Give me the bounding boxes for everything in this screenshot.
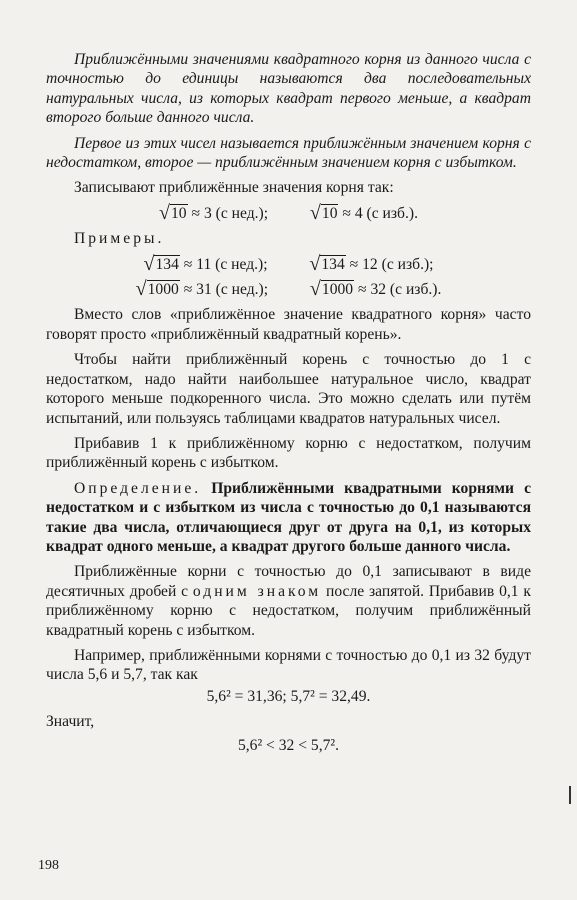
formula-value: ≈ 11 (с нед.); xyxy=(183,255,268,273)
sqrt-expression: √1000 xyxy=(309,278,354,301)
sqrt-expression: √1000 xyxy=(135,278,179,301)
paragraph-definition-integer: Приближёнными значениями квадратного корня из данного числа с точностью до единицы называются два последовательных натуральных числа, из которых квадрат первого меньше, а квадрат второго больше данного числа. xyxy=(46,51,531,127)
page-number: 198 xyxy=(38,858,59,873)
paragraph-add-one: Прибавив 1 к приближённому корню с недостатком, получим приближённый корень с избытком. xyxy=(46,434,531,472)
therefore-label: Значит, xyxy=(46,713,95,731)
definition-text: Приближёнными квадратными корнями с недостатком и с избытком из числа с точностью до 0,1 называются такие два числа, отличающиеся друг от друга на 0,1, из которых квадрат одного меньше, а квадрат другого больше данного числа. xyxy=(46,479,531,555)
paragraph-example: Например, приближёнными корнями с точностью до 0,1 из 32 будут числа 5,6 и 5,7, так как xyxy=(46,646,531,684)
sqrt-expression: √134 xyxy=(143,252,179,275)
formula-inequality: 5,6² < 32 < 5,7². xyxy=(237,736,339,754)
paragraph-notation: Записывают приближённые значения корня так: xyxy=(74,179,394,197)
examples-heading: Примеры. xyxy=(74,230,165,248)
formula-squares: 5,6² = 31,36; 5,7² = 32,49. xyxy=(206,687,371,705)
formula-value: ≈ 31 (с нед.); xyxy=(183,281,269,299)
formula-value: ≈ 32 (с изб.). xyxy=(357,281,442,299)
paragraph-terminology: Вместо слов «приближённое значение квадратного корня» часто говорят просто «приближённый квадратный корень». xyxy=(46,306,531,343)
definition-label: Определение. xyxy=(74,479,202,497)
sqrt-expression: √10 xyxy=(159,201,187,224)
formula-value: ≈ 12 (с изб.); xyxy=(349,255,434,273)
paragraph-decimal-notation: Приближённые корни с точностью до 0,1 записывают в виде десятичных дробей с одним знаком после запятой. Прибавив 0,1 к приближённому корню с недостатком, получим приближённый квадратный корень с избытком. xyxy=(46,563,531,639)
paragraph-finding-root: Чтобы найти приближённый корень с точностью до 1 с недостатком, надо найти наибольшее натуральное число, квадрат которого меньше подкоренного числа. Это можно сделать или путём испытаний, или пользуясь таблицами квадратов натуральных чисел. xyxy=(46,351,531,427)
paragraph-definition-tenth xyxy=(46,479,531,557)
text-block xyxy=(46,50,531,761)
formula-sqrt-10 xyxy=(46,201,531,224)
formula-value: ≈ 4 (с изб.). xyxy=(342,204,418,222)
formula-sqrt-134 xyxy=(46,252,531,275)
paragraph-deficit-excess: Первое из этих чисел называется приближённым значением корня с недостатком, второе — приближённым значением корня с избытком. xyxy=(46,134,531,172)
scan-edge-mark xyxy=(569,786,571,804)
formula-sqrt-1000 xyxy=(46,280,531,299)
formula-value: ≈ 3 (с нед.); xyxy=(191,204,269,222)
sqrt-expression: √134 xyxy=(309,252,345,275)
sqrt-expression: √10 xyxy=(309,201,338,224)
